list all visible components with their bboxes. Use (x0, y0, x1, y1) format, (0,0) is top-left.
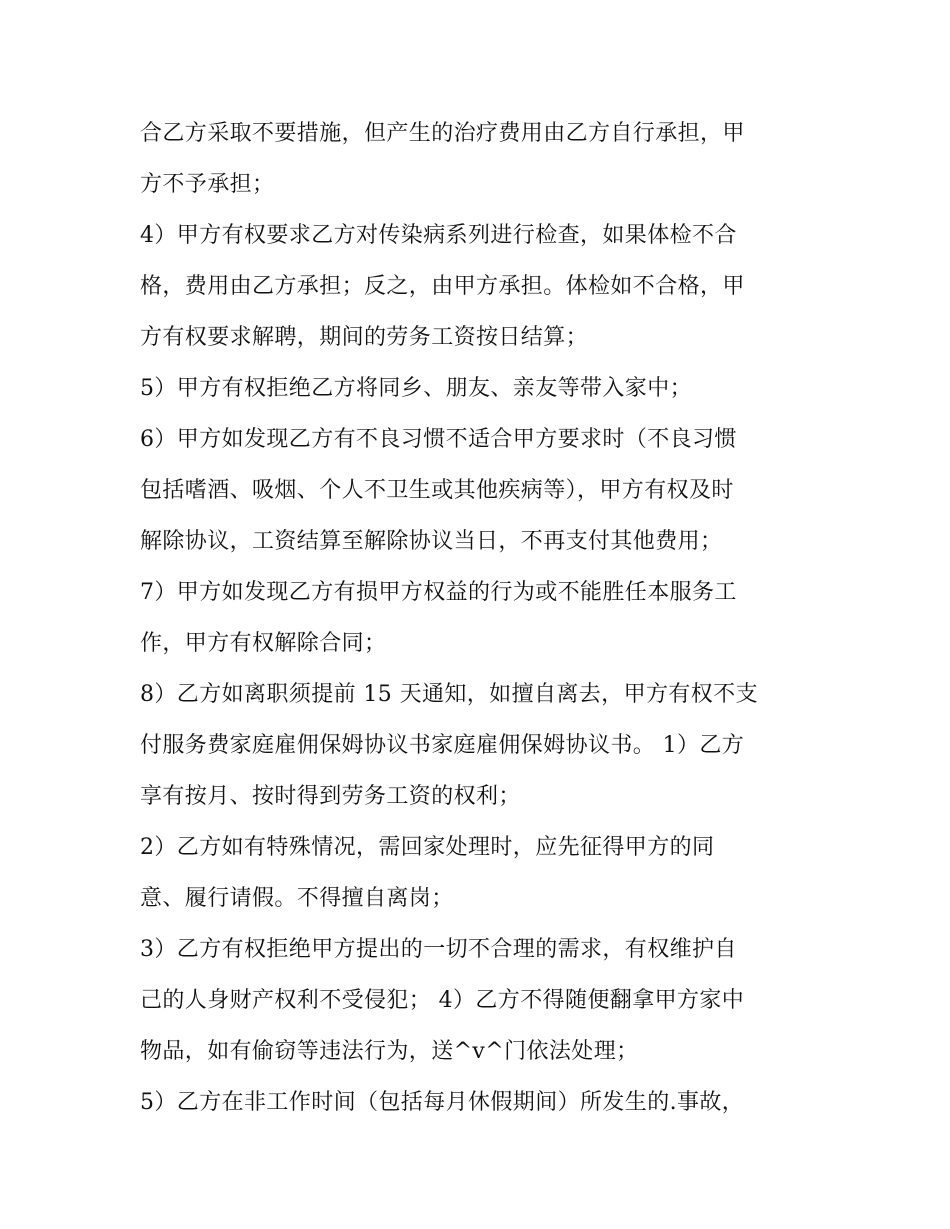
document-body (140, 108, 830, 1128)
text-line: 意、履行请假。不得擅自离岗； (140, 886, 454, 911)
text-line: 物品，如有偷窃等违法行为，送^v^门依法处理； (140, 1039, 639, 1064)
text-line: 6）甲方如发现乙方有不良习惯不适合甲方要求时（不良习惯 (140, 427, 737, 452)
text-line: 己的人身财产权利不受侵犯； 4）乙方不得随便翻拿甲方家中 (140, 988, 745, 1013)
text-line: 4）甲方有权要求乙方对传染病系列进行检查，如果体检不合 (140, 223, 737, 248)
text-line: 方有权要求解聘，期间的劳务工资按日结算； (140, 325, 589, 350)
text-line: 5）乙方在非工作时间（包括每月休假期间）所发生的.事故， (140, 1090, 745, 1115)
text-line: 5）甲方有权拒绝乙方将同乡、朋友、亲友等带入家中； (140, 376, 692, 401)
text-line: 作，甲方有权解除合同； (140, 631, 387, 656)
text-line: 2）乙方如有特殊情况，需回家处理时，应先征得甲方的同 (140, 835, 715, 860)
text-line: 格，费用由乙方承担；反之，由甲方承担。体检如不合格，甲 (140, 274, 745, 299)
text-line: 付服务费家庭雇佣保姆协议书家庭雇佣保姆协议书。 1）乙方 (140, 733, 745, 758)
text-line: 解除协议，工资结算至解除协议当日，不再支付其他费用； (140, 529, 723, 554)
text-line: 方不予承担； (140, 172, 275, 197)
text-line: 7）甲方如发现乙方有损甲方权益的行为或不能胜任本服务工 (140, 580, 737, 605)
text-line: 8）乙方如离职须提前 15 天通知，如擅自离去，甲方有权不支 (140, 682, 758, 707)
text-line: 3）乙方有权拒绝甲方提出的一切不合理的需求，有权维护自 (140, 937, 737, 962)
text-line: 包括嗜酒、吸烟、个人不卫生或其他疾病等），甲方有权及时 (140, 478, 734, 503)
text-line: 合乙方采取不要措施，但产生的治疗费用由乙方自行承担，甲 (140, 121, 745, 146)
text-line: 享有按月、按时得到劳务工资的权利； (140, 784, 521, 809)
